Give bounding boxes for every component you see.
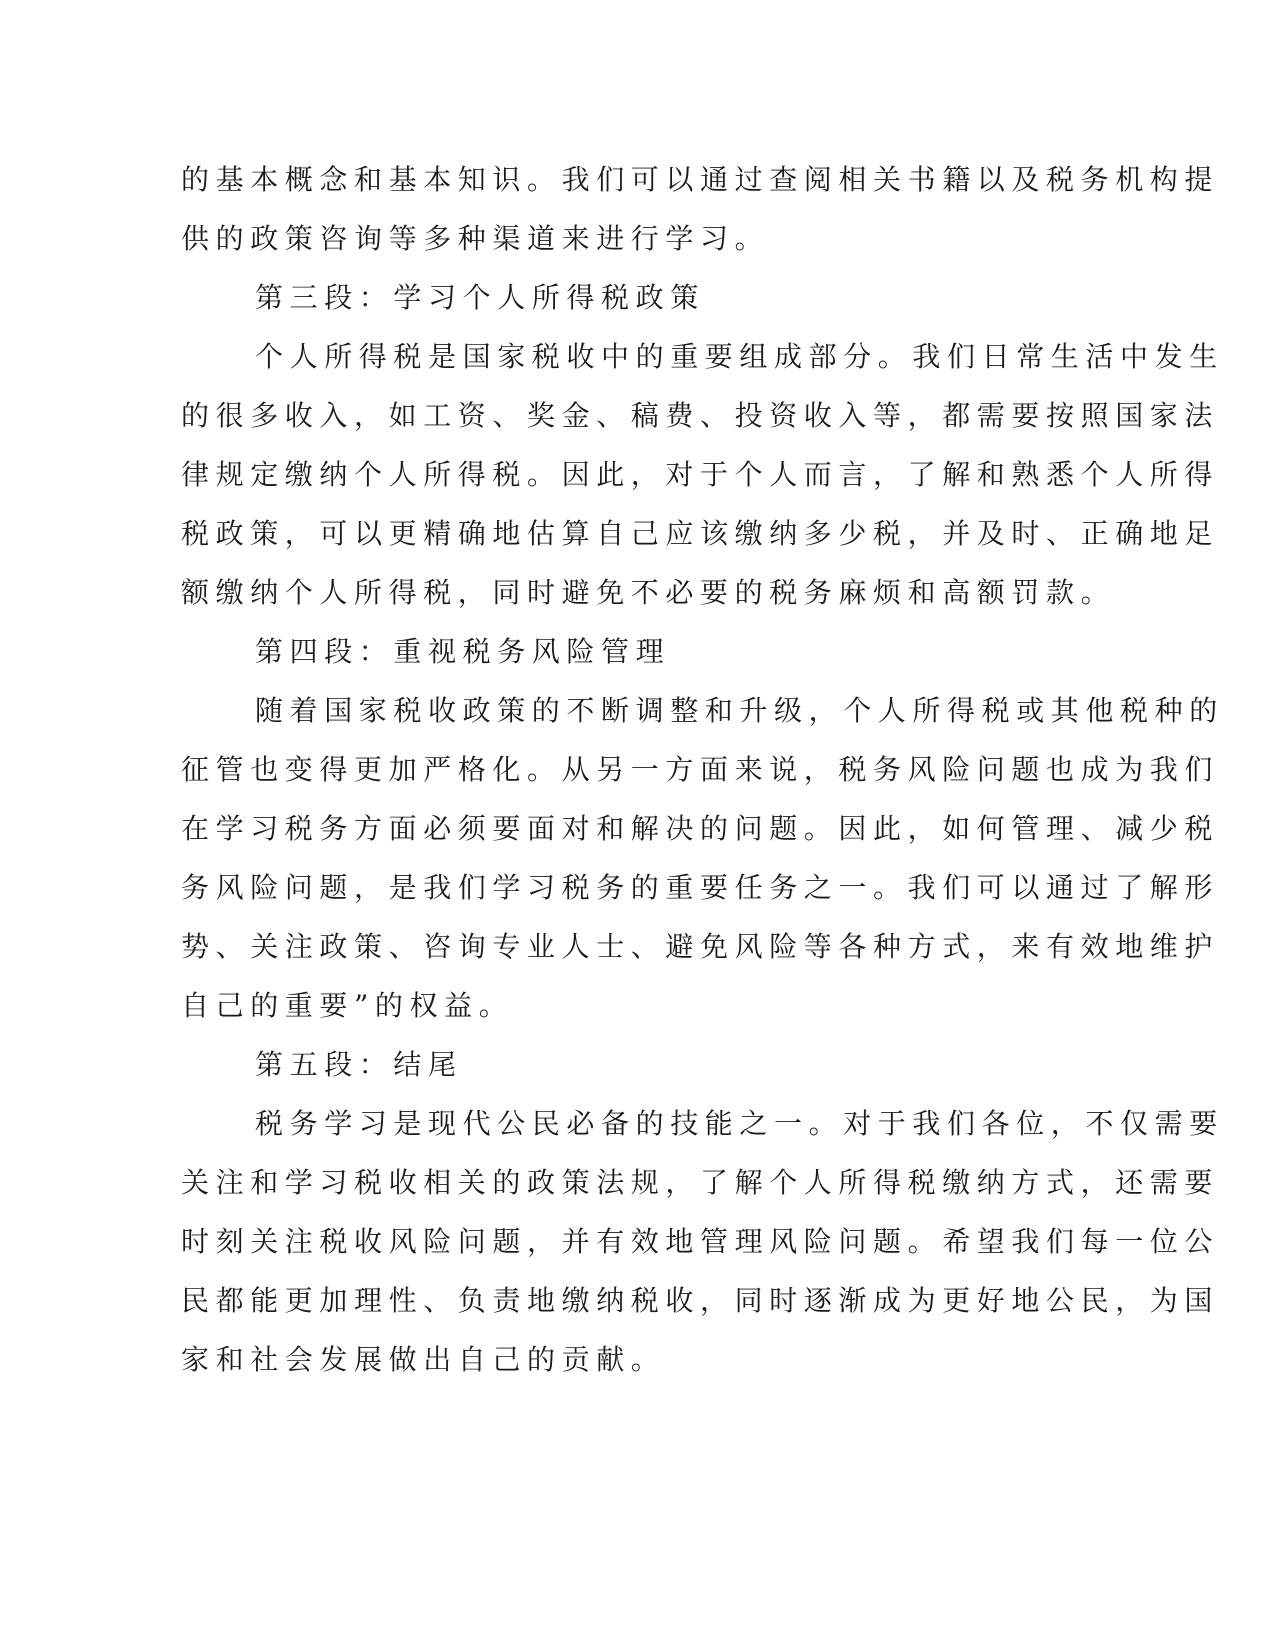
- section-heading-4: 第四段：重视税务风险管理: [255, 635, 671, 668]
- paragraph-line: 的很多收入，如工资、奖金、稿费、投资收入等，都需要按照国家法: [181, 399, 1220, 432]
- paragraph-line: 关注和学习税收相关的政策法规，了解个人所得税缴纳方式，还需要: [181, 1166, 1220, 1199]
- paragraph-line: 势、关注政策、咨询专业人士、避免风险等各种方式，来有效地维护: [181, 930, 1220, 963]
- paragraph-line: 的基本概念和基本知识。我们可以通过查阅相关书籍以及税务机构提: [181, 163, 1220, 196]
- paragraph-line: 民都能更加理性、负责地缴纳税收，同时逐渐成为更好地公民，为国: [181, 1284, 1220, 1317]
- paragraph-line: 额缴纳个人所得税，同时避免不必要的税务麻烦和高额罚款。: [181, 576, 1116, 609]
- paragraph-line: 家和社会发展做出自己的贡献。: [181, 1343, 666, 1376]
- paragraph-line: 随着国家税收政策的不断调整和升级，个人所得税或其他税种的: [255, 694, 1224, 727]
- paragraph-line: 税务学习是现代公民必备的技能之一。对于我们各位，不仅需要: [255, 1107, 1224, 1140]
- paragraph-line: 律规定缴纳个人所得税。因此，对于个人而言，了解和熟悉个人所得: [181, 458, 1220, 491]
- paragraph-line: 时刻关注税收风险问题，并有效地管理风险问题。希望我们每一位公: [181, 1225, 1220, 1258]
- paragraph-line: 务风险问题，是我们学习税务的重要任务之一。我们可以通过了解形: [181, 871, 1220, 904]
- paragraph-line: 个人所得税是国家税收中的重要组成部分。我们日常生活中发生: [255, 340, 1224, 373]
- paragraph-line: 自己的重要”的权益。: [181, 989, 514, 1022]
- paragraph-line: 在学习税务方面必须要面对和解决的问题。因此，如何管理、减少税: [181, 812, 1220, 845]
- paragraph-line: 供的政策咨询等多种渠道来进行学习。: [181, 222, 770, 255]
- paragraph-line: 税政策，可以更精确地估算自己应该缴纳多少税，并及时、正确地足: [181, 517, 1220, 550]
- section-heading-3: 第三段：学习个人所得税政策: [255, 281, 705, 314]
- section-heading-5: 第五段：结尾: [255, 1048, 463, 1081]
- paragraph-line: 征管也变得更加严格化。从另一方面来说，税务风险问题也成为我们: [181, 753, 1220, 786]
